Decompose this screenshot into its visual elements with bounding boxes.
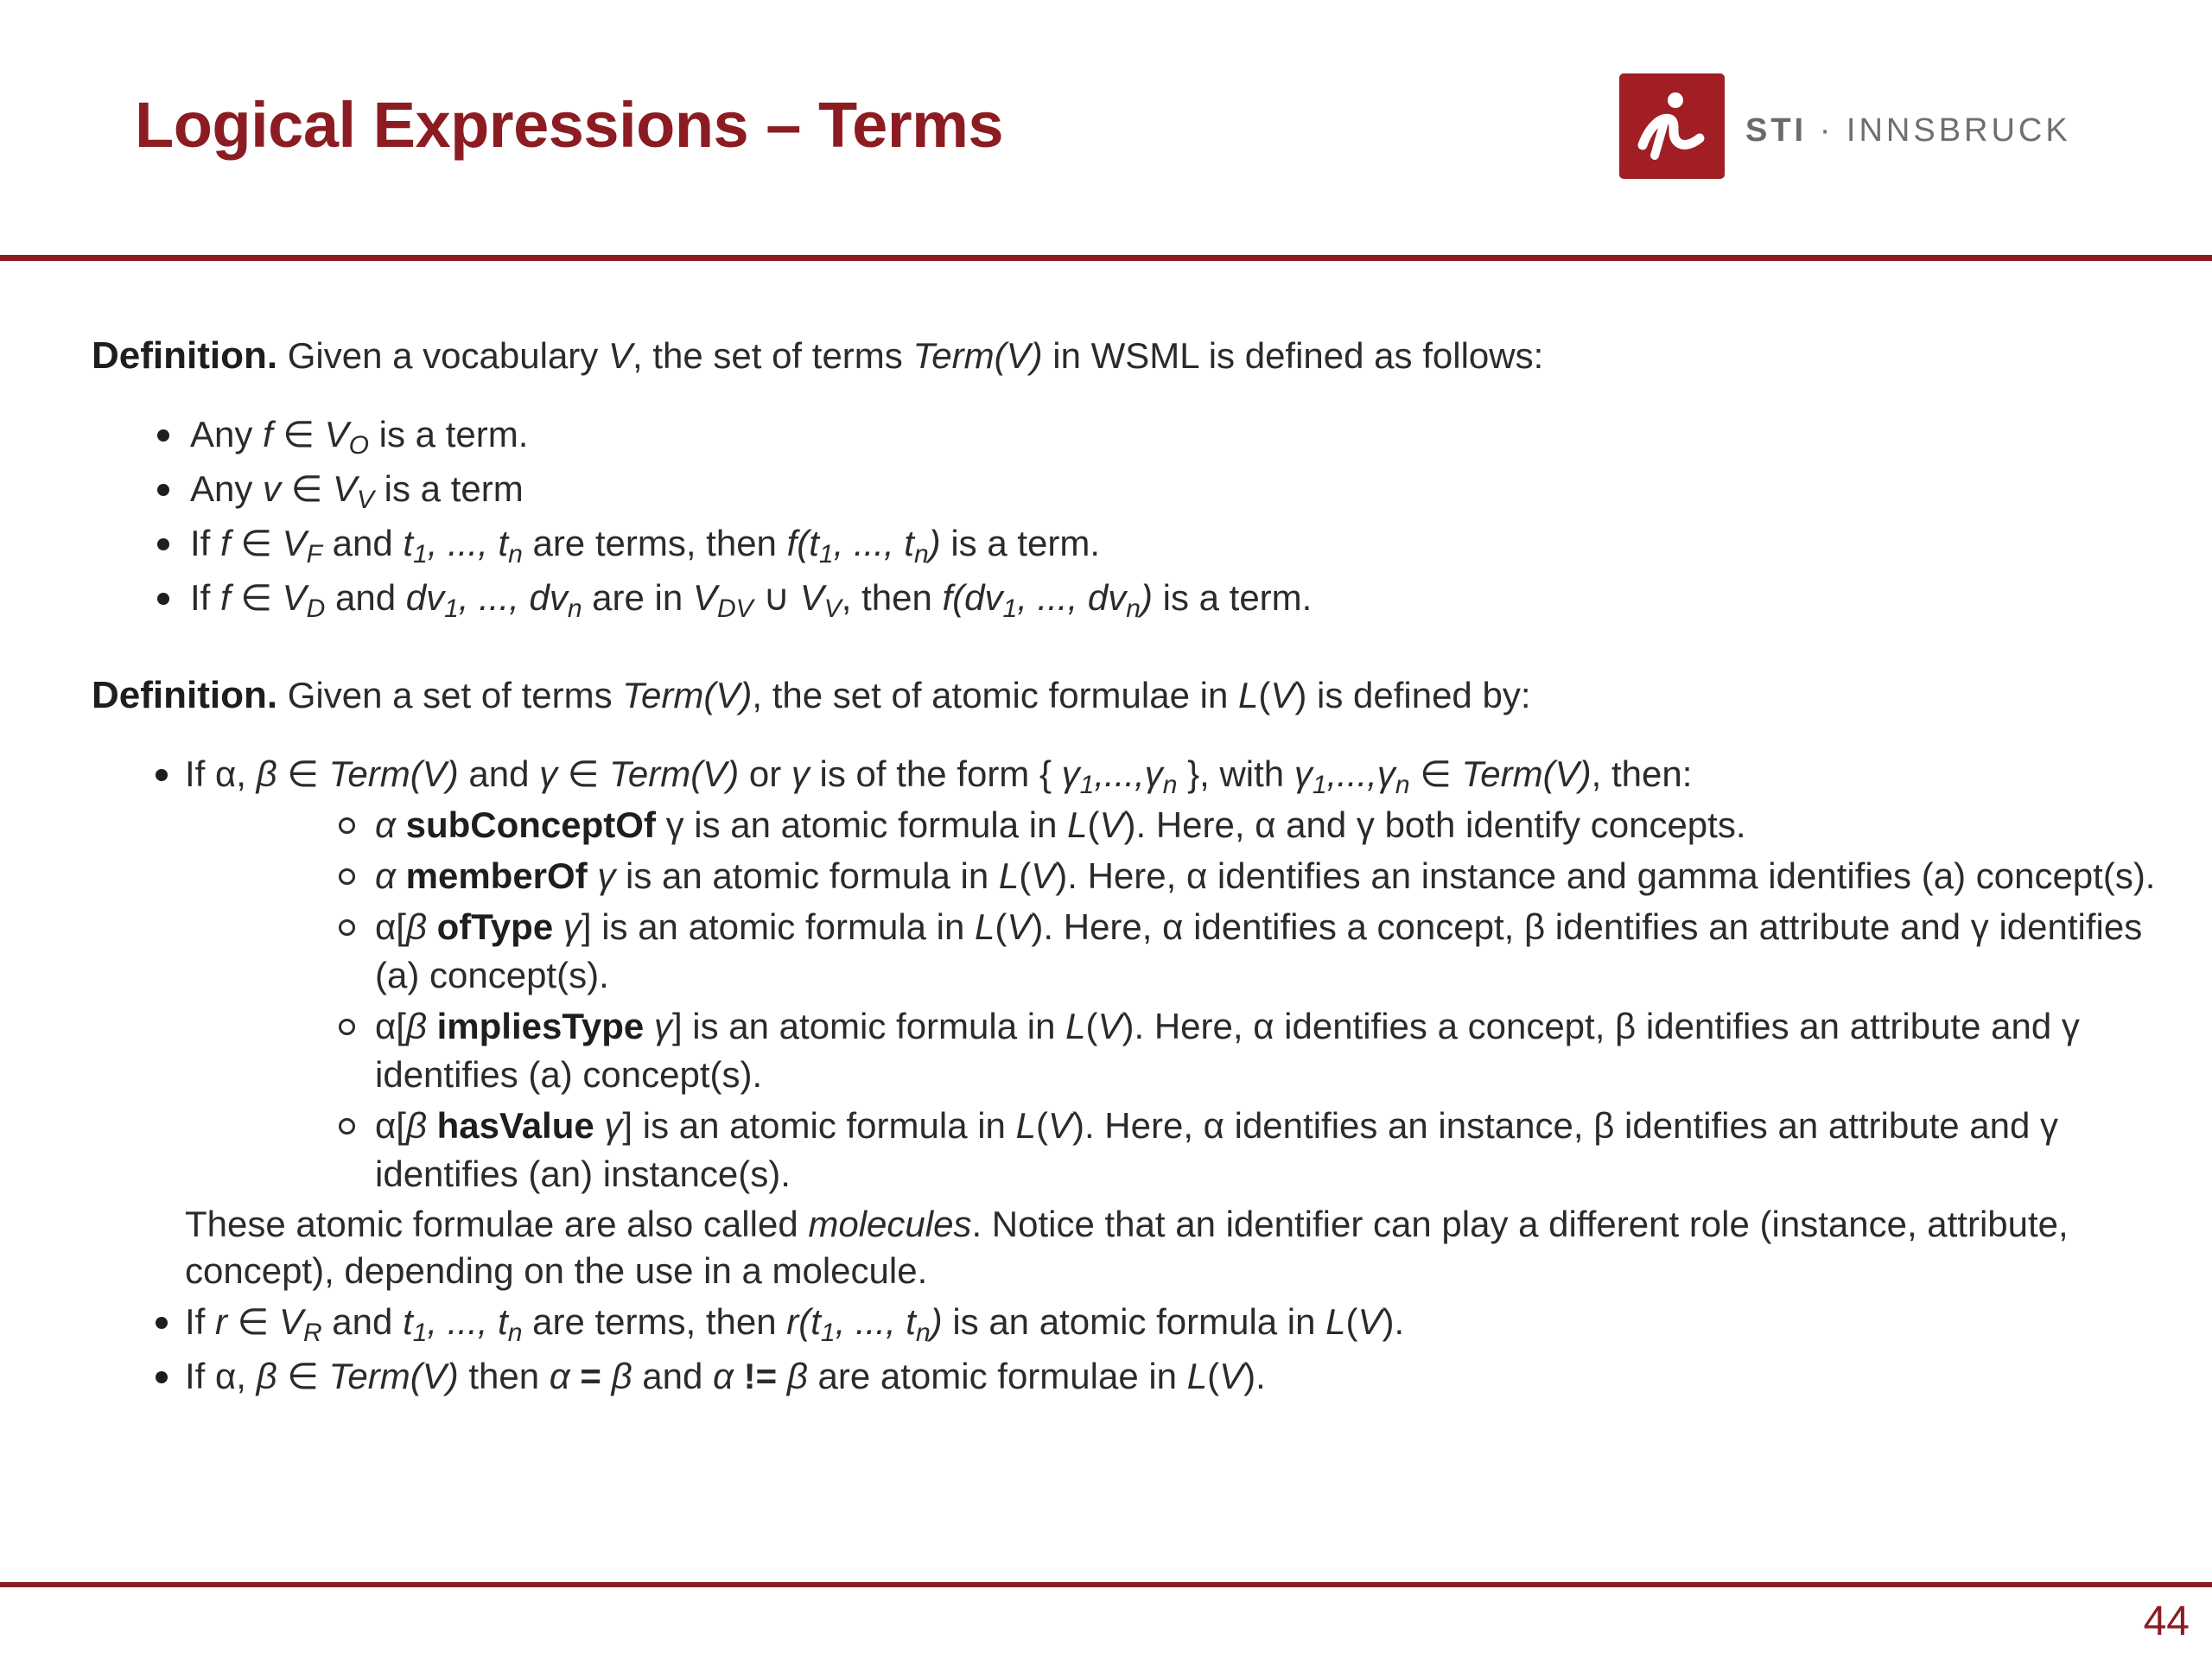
list-item: α[β ofType γ] is an atomic formula in L(V). Here, α identifies a concept, β identifies an attribute and γ identifies (a) concept(s). bbox=[185, 903, 2191, 1000]
molecules-note: These atomic formulae are also called molecules. Notice that an identifier can play a different role (instance, attribute, concept), depending on the use in a molecule. bbox=[185, 1204, 2069, 1291]
list-item: α subConceptOf γ is an atomic formula in L(V). Here, α and γ both identify concepts. bbox=[185, 801, 2191, 849]
definition-terms: Definition. Given a vocabulary V, the set of terms Term(V) in WSML is defined as follows: bbox=[92, 334, 1544, 377]
definition-atomic-formulae: Definition. Given a set of terms Term(V), the set of atomic formulae in L(V) is defined by: bbox=[92, 674, 1531, 716]
list-item: α memberOf γ is an atomic formula in L(V). Here, α identifies an instance and gamma identifies (a) concept(s). bbox=[185, 852, 2191, 900]
list-item: Any f ∈ $V_O$ is a term. bbox=[92, 407, 2191, 461]
list-item: α[β hasValue γ] is an atomic formula in L(V). Here, α identifies an instance, β identifies an attribute and γ identifies (an) instance(s). bbox=[185, 1102, 2191, 1198]
footer-divider bbox=[0, 1582, 2212, 1587]
list-item: If r ∈ $V_R$ and $t_1$, ..., $t_n$ are terms, then $r(t_1$, ..., $t_n$) is an atomic formula in L(V). bbox=[92, 1294, 2191, 1349]
atomic-formulae-list-continued bbox=[92, 1294, 2191, 1403]
molecule-list bbox=[185, 801, 2191, 1198]
list-item: If f ∈ $V_F$ and $t_1$, ..., $t_n$ are terms, then $f(t_1$, ..., $t_n$) is a term. bbox=[92, 516, 2191, 570]
slide-title: Logical Expressions – Terms bbox=[135, 89, 1004, 161]
list-item: If α, β ∈ Term(V) and γ ∈ Term(V) or γ is of the form { $\gamma_1,...,\gamma_n$ }, with $\gamma_1,...,\gamma_n$ ∈ Term(V), then: α subConceptOf γ is an atomic formula in L(V). Here, α and γ both identify concepts. α memberOf γ is an atomic formula in L(V). Here, α identifies an instance and gamma identifies (a) concept(s). α[β ofType γ] is an atomic formula in L(V). Here, α identifies a concept, β identifies an attribute and γ identifies (a) concept(s). α[β impliesType γ] is an atomic formula in L(V). Here, α identifies a concept, β identifies an attribute and γ identifies (a) concept(s). α[β hasValue γ] is an atomic formula in L(V). Here, α identifies an instance, β identifies an attribute and γ identifies (an) instance(s). bbox=[92, 747, 2191, 1198]
list-item: If α, β ∈ Term(V) then α = β and α != β are atomic formulae in L(V). bbox=[92, 1349, 2191, 1403]
sti-logo-icon bbox=[1619, 73, 1725, 179]
list-item: If f ∈ $V_D$ and $dv_1$, ..., $dv_n$ are in $V_{DV}$ ∪ $V_V$, then $f(dv_1$, ..., $dv_n$) is a term. bbox=[92, 570, 2191, 625]
header-divider bbox=[0, 255, 2212, 261]
slide-body bbox=[92, 328, 2191, 1403]
list-item: α[β impliesType γ] is an atomic formula in L(V). Here, α identifies a concept, β identifies an attribute and γ identifies (a) concept(s). bbox=[185, 1002, 2191, 1099]
list-item: Any v ∈ $V_V$ is a term bbox=[92, 461, 2191, 516]
term-rules-list bbox=[92, 407, 2191, 625]
page-number: 44 bbox=[2143, 1599, 2190, 1644]
atomic-formulae-list bbox=[92, 747, 2191, 1198]
sti-logo bbox=[1619, 73, 2071, 179]
sti-logo-text: STI · INNSBRUCK bbox=[1745, 111, 2071, 149]
